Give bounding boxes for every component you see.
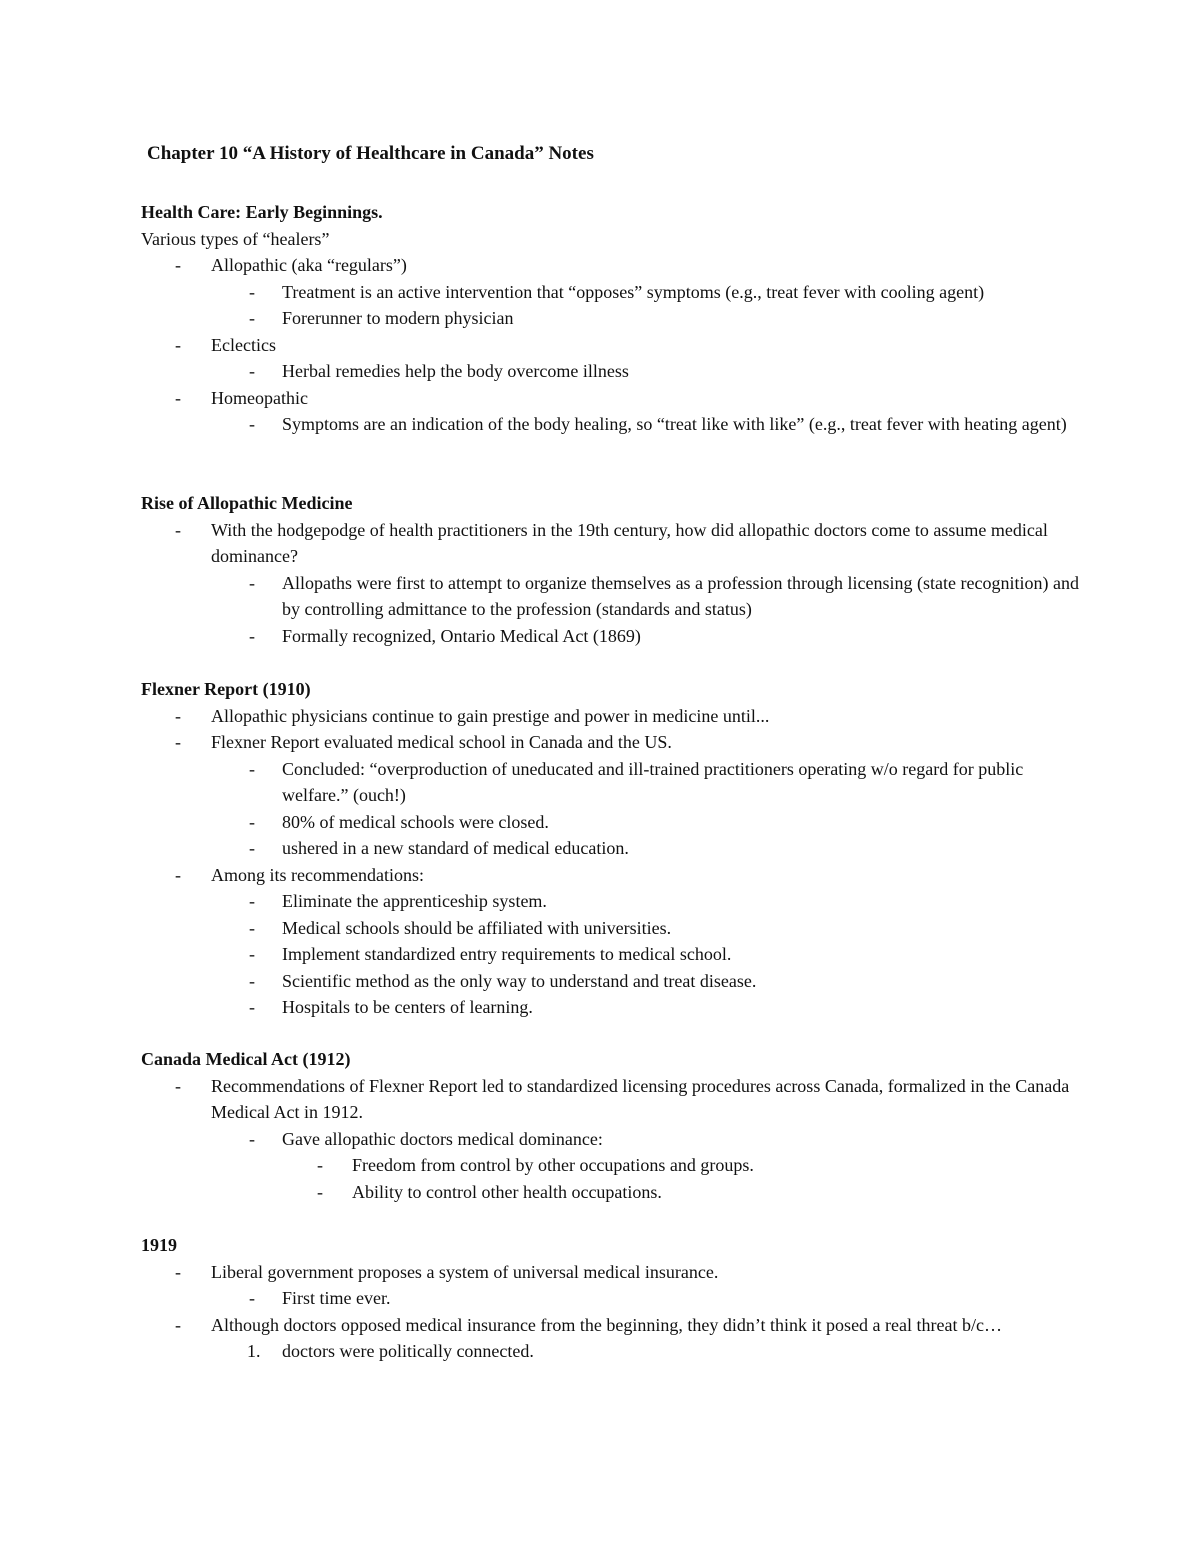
list-item-text: With the hodgepodge of health practitioners in the 19th century, how did allopathic doctors come to assume medical dominance? (211, 519, 1048, 566)
section-heading: Canada Medical Act (1912) (141, 1049, 351, 1069)
list-item-text: Eclectics (211, 334, 276, 355)
section-heading: Flexner Report (1910) (141, 679, 311, 699)
list-item-text: Scientific method as the only way to understand and treat disease. (282, 970, 757, 991)
dash-marker: - (249, 811, 255, 832)
section-early-beginnings (141, 199, 1081, 438)
sub-bullet-list (141, 1126, 1081, 1206)
dash-marker: - (249, 414, 255, 434)
sub-list-container (141, 756, 1081, 862)
list-item (141, 1312, 1081, 1339)
list-item (141, 623, 1081, 650)
list-item-text: Allopathic physicians continue to gain prestige and power in medicine until... (211, 705, 770, 726)
sub-list-container (141, 279, 1081, 332)
dash-marker: - (249, 891, 255, 911)
bullet-list (141, 252, 1081, 438)
dash-marker: - (249, 1288, 255, 1308)
list-item (141, 888, 1081, 915)
list-item-text: Symptoms are an indication of the body healing, so “treat like with like” (e.g., treat fever with heating agent) (282, 414, 1067, 434)
list-item (141, 1073, 1081, 1126)
list-item-text: First time ever. (282, 1288, 391, 1308)
sub-list-container (141, 411, 1081, 438)
list-item (141, 809, 1081, 836)
dash-marker: - (175, 1075, 181, 1096)
list-item-text: Freedom from control by other occupations and groups. (352, 1155, 754, 1175)
list-item (141, 385, 1081, 412)
dash-marker: - (175, 255, 181, 275)
dash-marker: - (175, 864, 181, 885)
list-item-text: 80% of medical schools were closed. (282, 811, 549, 832)
list-item (141, 1126, 1081, 1153)
dash-marker: - (317, 1181, 323, 1202)
dash-marker: - (249, 1128, 255, 1149)
list-item (141, 517, 1081, 570)
list-item (141, 1259, 1081, 1286)
list-item-text: Treatment is an active intervention that “opposes” symptoms (e.g., treat fever with cooling agent) (282, 281, 985, 302)
dash-marker: - (317, 1155, 323, 1175)
sub-bullet-list (141, 756, 1081, 862)
bullet-list (141, 1073, 1081, 1206)
sub-list-container (141, 570, 1081, 650)
list-item (141, 305, 1081, 332)
section-flexner-report (141, 676, 1081, 1021)
sub-bullet-list (141, 358, 1081, 385)
section-rise-allopathic (141, 490, 1081, 649)
section-1919 (141, 1232, 1081, 1365)
list-item (141, 941, 1081, 968)
sub-sub-bullet-list (141, 1152, 1081, 1205)
list-item-text: Homeopathic (211, 387, 308, 408)
list-item (141, 1179, 1081, 1206)
list-item-text: Allopaths were first to attempt to organize themselves as a profession through licensing (state recognition) and by controlling admittance to the profession (standards and status) (282, 572, 1079, 619)
dash-marker: - (175, 732, 181, 752)
sub-list-container (141, 358, 1081, 385)
item-number: 1. (247, 1341, 261, 1361)
list-item (141, 1152, 1081, 1179)
dash-marker: - (175, 334, 181, 355)
numbered-list (141, 1338, 1081, 1365)
list-item (141, 756, 1081, 809)
list-item-text: Concluded: “overproduction of uneducated and ill-trained practitioners operating w/o regard for public welfare.” (ouch!) (282, 758, 1024, 805)
list-item (141, 279, 1081, 306)
list-item (141, 703, 1081, 730)
dash-marker: - (249, 944, 255, 964)
section-heading: Rise of Allopathic Medicine (141, 493, 353, 513)
dash-marker: - (175, 387, 181, 408)
list-item (141, 968, 1081, 995)
list-item-text: Ability to control other health occupations. (352, 1181, 662, 1202)
bullet-list (141, 517, 1081, 650)
dash-marker: - (175, 1261, 181, 1282)
list-item (141, 1285, 1081, 1312)
sub-list-container (141, 1285, 1081, 1312)
sub-bullet-list (141, 411, 1081, 438)
list-item (141, 835, 1081, 862)
list-item-text: Formally recognized, Ontario Medical Act (1869) (282, 625, 641, 646)
dash-marker: - (175, 705, 181, 726)
sub-bullet-list (141, 570, 1081, 650)
dash-marker: - (249, 997, 255, 1017)
list-item-text: doctors were politically connected. (282, 1341, 534, 1361)
dash-marker: - (249, 625, 255, 646)
section-heading: 1919 (141, 1235, 177, 1255)
list-item-text: Recommendations of Flexner Report led to standardized licensing procedures across Canada, formalized in the Canada Medical Act in 1912. (211, 1075, 1070, 1122)
sub-list-container (141, 1126, 1081, 1206)
dash-marker: - (249, 970, 255, 991)
list-item-text: Liberal government proposes a system of universal medical insurance. (211, 1261, 719, 1282)
sub-list-container (141, 1338, 1081, 1365)
dash-marker: - (249, 572, 255, 593)
list-item (141, 358, 1081, 385)
list-item-text: Allopathic (aka “regulars”) (211, 255, 407, 275)
list-item-text: ushered in a new standard of medical education. (282, 838, 629, 858)
dash-marker: - (175, 1314, 181, 1335)
list-item-text: Medical schools should be affiliated with universities. (282, 917, 672, 938)
list-item (141, 332, 1081, 359)
sub-list-container (141, 888, 1081, 1021)
dash-marker: - (249, 361, 255, 381)
sub-bullet-list (141, 1285, 1081, 1312)
list-item (141, 729, 1081, 756)
list-item-text: Gave allopathic doctors medical dominance: (282, 1128, 603, 1149)
intro-text: Various types of “healers” (141, 228, 330, 249)
sub-bullet-list (141, 279, 1081, 332)
list-item-text: Flexner Report evaluated medical school in Canada and the US. (211, 732, 672, 752)
dash-marker: - (249, 838, 255, 858)
list-item-text: Eliminate the apprenticeship system. (282, 891, 547, 911)
section-canada-medical-act (141, 1046, 1081, 1205)
list-item-text: Among its recommendations: (211, 864, 424, 885)
sub-bullet-list (141, 888, 1081, 1021)
list-item-text: Herbal remedies help the body overcome illness (282, 361, 629, 381)
section-heading: Health Care: Early Beginnings. (141, 202, 383, 222)
dash-marker: - (249, 758, 255, 779)
list-item (141, 915, 1081, 942)
sub-list-container (141, 1152, 1081, 1205)
document-title: Chapter 10 “A History of Healthcare in Canada” Notes (147, 143, 594, 164)
list-item (141, 862, 1081, 889)
bullet-list (141, 1259, 1081, 1365)
list-item (141, 570, 1081, 623)
list-item (141, 411, 1081, 438)
numbered-item (141, 1338, 1081, 1365)
list-item-text: Hospitals to be centers of learning. (282, 997, 533, 1017)
dash-marker: - (249, 917, 255, 938)
list-item (141, 994, 1081, 1021)
list-item-text: Forerunner to modern physician (282, 308, 514, 328)
list-item-text: Implement standardized entry requirements to medical school. (282, 944, 732, 964)
dash-marker: - (175, 519, 181, 540)
bullet-list (141, 703, 1081, 1021)
list-item-text: Although doctors opposed medical insurance from the beginning, they didn’t think it posed a real threat b/c… (211, 1314, 1002, 1335)
dash-marker: - (249, 281, 255, 302)
list-item (141, 252, 1081, 279)
dash-marker: - (249, 308, 255, 328)
